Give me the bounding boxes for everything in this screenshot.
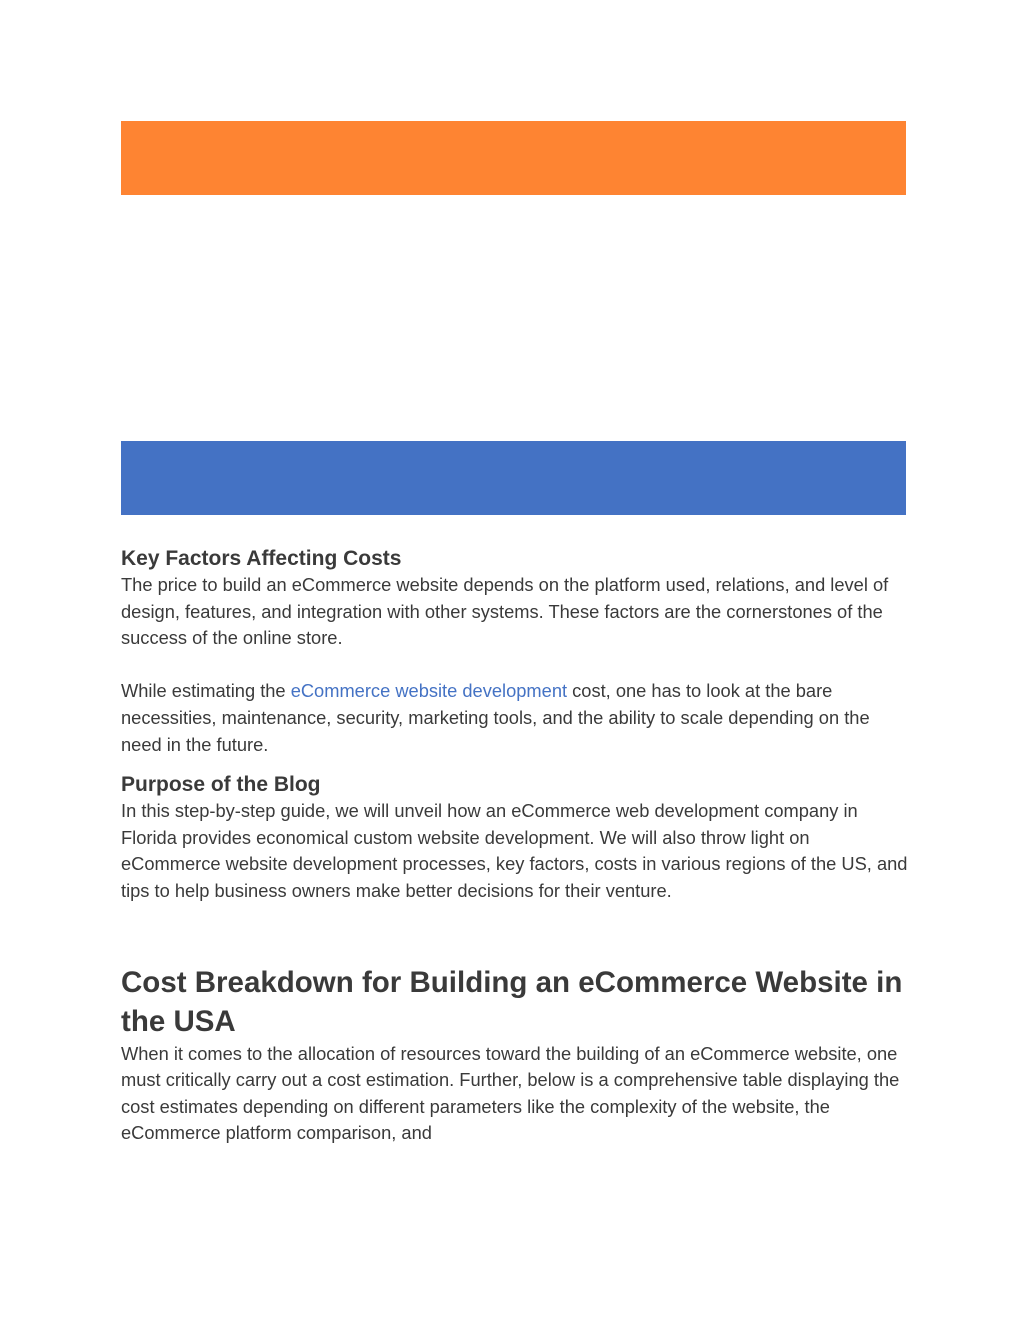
- article-body: [121, 546, 911, 1147]
- estimating-text-before: While estimating the: [121, 680, 291, 702]
- orange-banner: [121, 121, 906, 195]
- cost-breakdown-paragraph: When it comes to the allocation of resources toward the building of an eCommerce website, one must critically carry out a cost estimation. Further, below is a comprehensive table displaying the cost estimates depending on different parameters like the complexity of the website, the eCommerce platform comparison, and: [121, 1042, 900, 1144]
- purpose-heading: Purpose of the Blog: [121, 773, 321, 797]
- key-factors-heading: Key Factors Affecting Costs: [121, 547, 402, 570]
- estimating-paragraph: [121, 678, 911, 758]
- cost-breakdown-heading: Cost Breakdown for Building an eCommerce Website in the USA: [121, 965, 903, 1038]
- estimating-text-after: cost, one has to look at the bare necessities, maintenance, security, marketing tools, and the ability to scale depending on the need in the future.: [121, 680, 870, 755]
- blue-banner: [121, 441, 906, 515]
- key-factors-paragraph: The price to build an eCommerce website depends on the platform used, relations, and level of design, features, and integration with other systems. These factors are the cornerstones of the success of the online store.: [121, 574, 889, 649]
- ecommerce-development-link[interactable]: eCommerce website development: [290, 680, 568, 702]
- purpose-paragraph: In this step-by-step guide, we will unveil how an eCommerce web development company in Florida provides economical custom website development. We will also throw light on eCommerce website development processes, key factors, costs in various regions of the US, and tips to help business owners make better decisions for their venture.: [121, 800, 908, 901]
